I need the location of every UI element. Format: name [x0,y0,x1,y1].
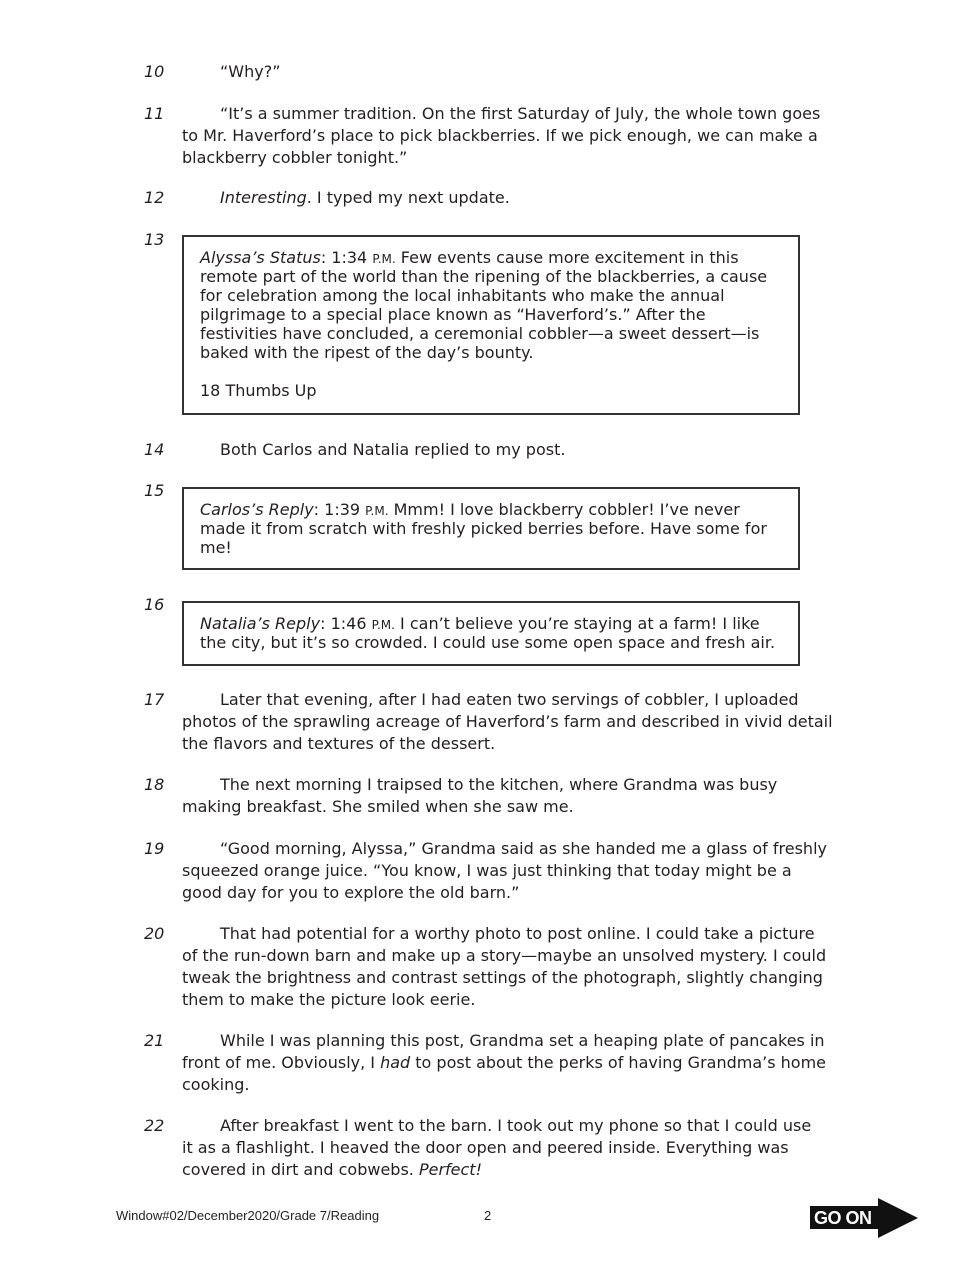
text-segment: “It’s a summer tradition. On the first Saturday of July, the whole town goes [220,104,821,123]
paragraph-number: 20 [144,924,165,943]
text-line [182,1030,826,1052]
text-line [182,1052,826,1074]
text-line [182,187,510,209]
text-line [182,796,777,818]
text-segment: “Good morning, Alyssa,” Grandma said as she handed me a glass of freshly [220,839,827,858]
text-line [182,860,827,882]
text-segment: making breakfast. She smiled when she saw me. [182,797,574,816]
text-line [200,538,782,557]
paragraph-number: 11 [144,104,165,123]
text-line [182,774,777,796]
paragraph-number: 14 [144,440,165,459]
text-line [182,439,565,461]
text-segment: squeezed orange juice. “You know, I was just thinking that today might be a [182,861,792,880]
italic-text: had [380,1053,411,1072]
text-segment: : 1:34 [320,248,373,267]
paragraph-number: 17 [144,690,165,709]
status-post-box [182,601,800,666]
text-line [182,1115,811,1137]
paragraph-number: 19 [144,839,165,858]
text-line [200,324,782,343]
text-segment: photos of the sprawling acreage of Haverford’s farm and described in vivid detail [182,712,833,731]
text-line [200,286,782,305]
paragraph-number: 21 [144,1031,165,1050]
italic-text: Perfect! [418,1160,482,1179]
text-segment: Few events cause more excitement in this [395,248,739,267]
text-line [182,967,826,989]
text-segment: festivities have concluded, a ceremonial cobbler—a sweet dessert—is [200,324,760,343]
text-line [200,519,782,538]
thumbs-up-count: 18 Thumbs Up [200,381,317,400]
text-segment: blackberry cobbler tonight.” [182,148,408,167]
text-line [200,248,782,267]
text-line [182,125,820,147]
status-post-box [182,235,800,415]
text-segment: the flavors and textures of the dessert. [182,734,496,753]
text-segment: “Why?” [220,62,281,81]
text-line [200,267,782,286]
italic-text: Interesting [220,188,307,207]
text-line [200,500,782,519]
text-line [182,1074,826,1096]
text-segment: P.M. [371,618,395,632]
text-line [182,838,827,860]
text-line [182,61,281,83]
text-segment: to Mr. Haverford’s place to pick blackberries. If we pick enough, we can make a [182,126,818,145]
text-segment: Later that evening, after I had eaten two servings of cobbler, I uploaded [220,690,799,709]
text-line [182,147,820,169]
status-post-box [182,487,800,570]
text-segment: cooking. [182,1075,250,1094]
text-segment: baked with the ripest of the day’s bounty. [200,343,534,362]
text-segment: P.M. [372,252,396,266]
text-segment: them to make the picture look eerie. [182,990,476,1009]
text-segment: of the run-down barn and make up a story—maybe an unsolved mystery. I could [182,946,827,965]
text-segment: to post about the perks of having Grandma’s home [410,1053,827,1072]
text-segment: pilgrimage to a special place known as “Haverford’s.” After the [200,305,706,324]
text-line [200,305,782,324]
text-segment: P.M. [365,504,389,518]
text-line [182,1137,811,1159]
text-line [200,614,782,633]
paragraph-number: 10 [144,62,165,81]
text-line [182,1159,811,1181]
italic-text: Alyssa’s Status [200,248,321,267]
text-segment: good day for you to explore the old barn.” [182,883,520,902]
text-segment: made it from scratch with freshly picked berries before. Have some for [200,519,767,538]
go-on-arrow-icon [810,1198,920,1238]
paragraph-number: 12 [144,188,165,207]
text-line [182,989,826,1011]
text-segment: : 1:39 [313,500,366,519]
text-segment: The next morning I traipsed to the kitchen, where Grandma was busy [220,775,778,794]
text-segment: the city, but it’s so crowded. I could use some open space and fresh air. [200,633,776,652]
text-segment: front of me. Obviously, I [182,1053,381,1072]
text-segment: That had potential for a worthy photo to post online. I could take a picture [220,924,815,943]
text-line [182,923,826,945]
text-segment: : 1:46 [320,614,372,633]
text-segment: . I typed my next update. [306,188,510,207]
italic-text: Natalia’s Reply [200,614,321,633]
page-number: 2 [484,1208,492,1223]
paragraph-number: 18 [144,775,165,794]
italic-text: Carlos’s Reply [200,500,314,519]
text-line [182,882,827,904]
paragraph-number: 13 [144,230,165,249]
text-segment: While I was planning this post, Grandma set a heaping plate of pancakes in [220,1031,825,1050]
text-segment: After breakfast I went to the barn. I took out my phone so that I could use [220,1116,812,1135]
text-line [200,633,782,652]
text-segment: it as a flashlight. I heaved the door open and peered inside. Everything was [182,1138,789,1157]
text-segment: Both Carlos and Natalia replied to my post. [220,440,566,459]
text-segment: I can’t believe you’re staying at a farm! I like [394,614,760,633]
paragraph-number: 16 [144,595,165,614]
text-line [182,103,820,125]
paragraph-number: 22 [144,1116,165,1135]
text-segment: me! [200,538,232,557]
text-segment: tweak the brightness and contrast settings of the photograph, slightly changing [182,968,823,987]
text-segment: Mmm! I love blackberry cobbler! I’ve never [388,500,740,519]
text-line [182,689,833,711]
text-line [182,711,833,733]
paragraph-number: 15 [144,481,165,500]
text-line [182,733,833,755]
text-segment: remote part of the world than the ripening of the blackberries, a cause [200,267,768,286]
text-segment: for celebration among the local inhabitants who make the annual [200,286,725,305]
footer-source: Window#02/December2020/Grade 7/Reading [116,1208,380,1223]
go-on-label: GO ON [814,1208,872,1228]
text-segment: covered in dirt and cobwebs. [182,1160,419,1179]
text-line [200,343,782,362]
text-line [182,945,826,967]
